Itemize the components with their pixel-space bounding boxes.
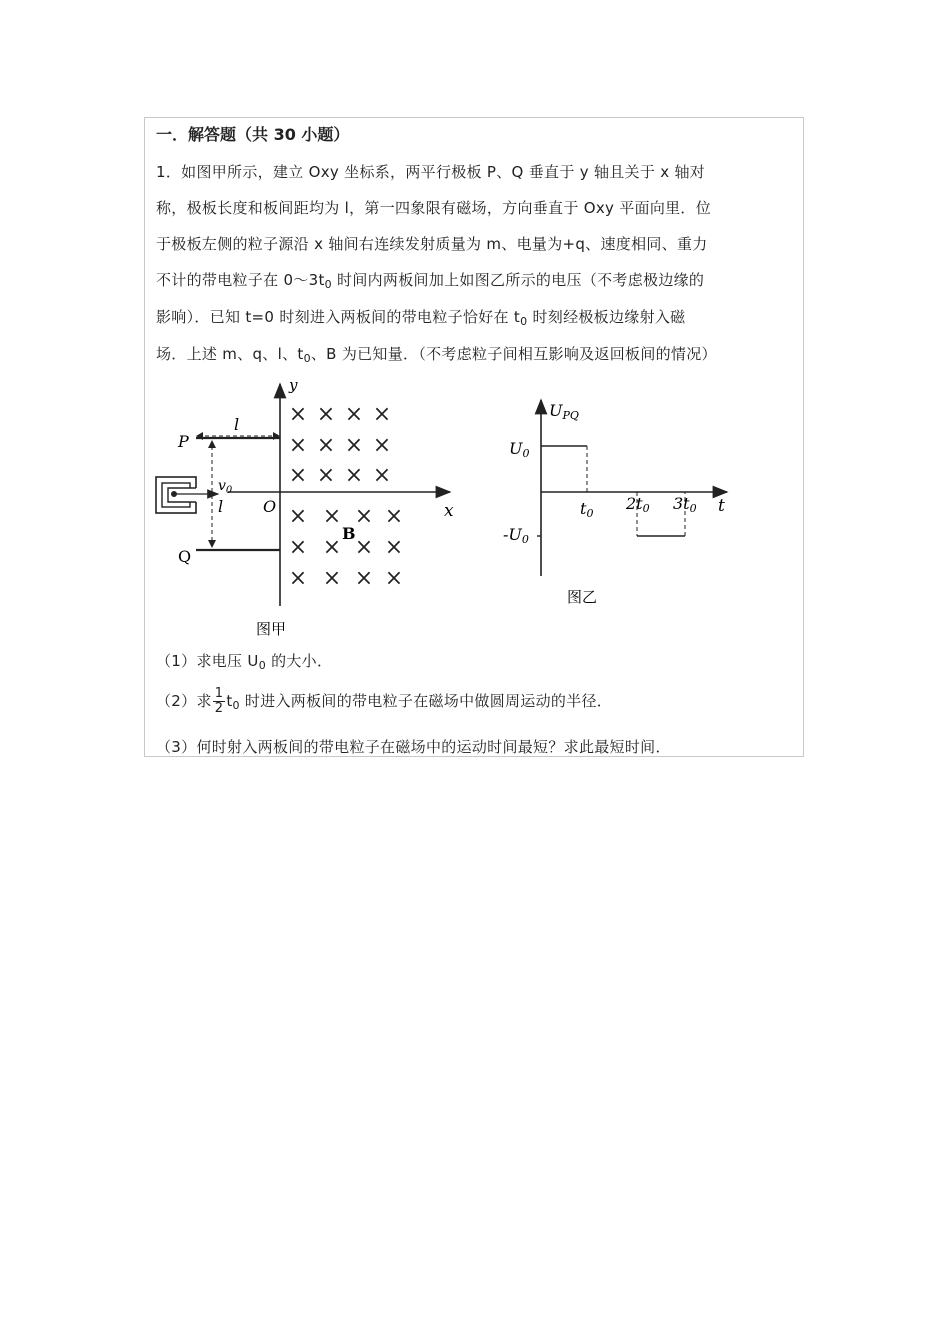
figure-b-caption: 图乙 (567, 588, 598, 606)
figure-a-caption: 图甲 (256, 620, 287, 638)
field-cross: × (344, 463, 364, 488)
field-cross: × (372, 433, 392, 458)
plate-q-label: Q (178, 547, 192, 566)
field-cross: × (288, 566, 308, 591)
field-cross: × (288, 402, 308, 427)
question-1: （1）求电压 $U_0$ 的大小． (156, 652, 333, 672)
problem-line-3: 于极板左侧的粒子源沿 x 轴间右连续发射质量为 m、电量为+q、速度相同、重力 (156, 235, 708, 253)
field-cross: × (354, 566, 374, 591)
u-pos-label: U0 (509, 439, 530, 460)
field-cross: × (384, 535, 404, 560)
figure-b (495, 392, 745, 614)
field-cross: × (288, 433, 308, 458)
figure-a-x-label: x (444, 501, 454, 521)
field-cross: × (384, 566, 404, 591)
question-3: （3）何时射入两板间的带电粒子在磁场中的运动时间最短？求此最短时间． (156, 738, 671, 756)
field-cross: × (316, 463, 336, 488)
field-cross: × (372, 463, 392, 488)
question-2: （2）求 $\frac{1}{2}$ $t_0$ 时进入两板间的带电粒子在磁场中做圆周运动的半径． (156, 686, 613, 716)
figure-a-y-label: y (289, 376, 298, 394)
problem-line-1: 1．如图甲所示，建立 Oxy 坐标系，两平行极板 P、Q 垂直于 y 轴且关于 x 轴对 (156, 163, 706, 181)
field-cross: × (344, 402, 364, 427)
field-cross: × (354, 535, 374, 560)
length-label: l (234, 415, 240, 434)
field-cross: × (316, 402, 336, 427)
gap-label: l (218, 497, 224, 516)
t3-label: 3t0 (673, 494, 697, 515)
field-cross: × (288, 535, 308, 560)
plate-p-label: P (178, 432, 189, 451)
problem-line-4: 不计的带电粒子在 $0\sim 3t_0$ 时间内两板间加上如图乙所示的电压（不考虑极边缘的 (156, 271, 705, 291)
problem-line-6: 场．上述 m、q、l、$t_0$、B 为已知量．（不考虑粒子间相互影响及返回板间的情况） (156, 345, 717, 365)
u-neg-label: -U0 (503, 525, 529, 546)
figure-b-t-label: t (718, 496, 725, 516)
velocity-label: $v_0$ (218, 478, 233, 496)
figure-a (148, 376, 468, 644)
figure-a-origin-label: O (263, 497, 277, 516)
field-cross: × (344, 433, 364, 458)
field-cross: × (322, 504, 342, 529)
section-title: 一．解答题（共 30 小题） (156, 125, 350, 144)
field-cross: × (288, 504, 308, 529)
field-cross: × (316, 433, 336, 458)
field-cross: × (288, 463, 308, 488)
t1-label: t0 (580, 499, 594, 520)
t2-label: 2t0 (626, 494, 650, 515)
fraction-one-half: $\frac{1}{2}$ (214, 686, 224, 716)
field-cross: × (354, 504, 374, 529)
problem-line-5: 影响）．已知 t=0 时刻进入两板间的带电粒子恰好在 $t_0$ 时刻经极板边缘射入磁 (156, 308, 686, 328)
field-cross: × (372, 402, 392, 427)
field-cross: × (322, 535, 342, 560)
field-cross: × (322, 566, 342, 591)
field-label: B (342, 524, 356, 543)
magnetic-field-crosses (289, 402, 403, 591)
problem-line-2: 称，极板长度和板间距均为 l，第一四象限有磁场，方向垂直于 Oxy 平面向里．位 (156, 199, 712, 217)
figure-b-u-label: UPQ (549, 401, 579, 422)
field-cross: × (384, 504, 404, 529)
